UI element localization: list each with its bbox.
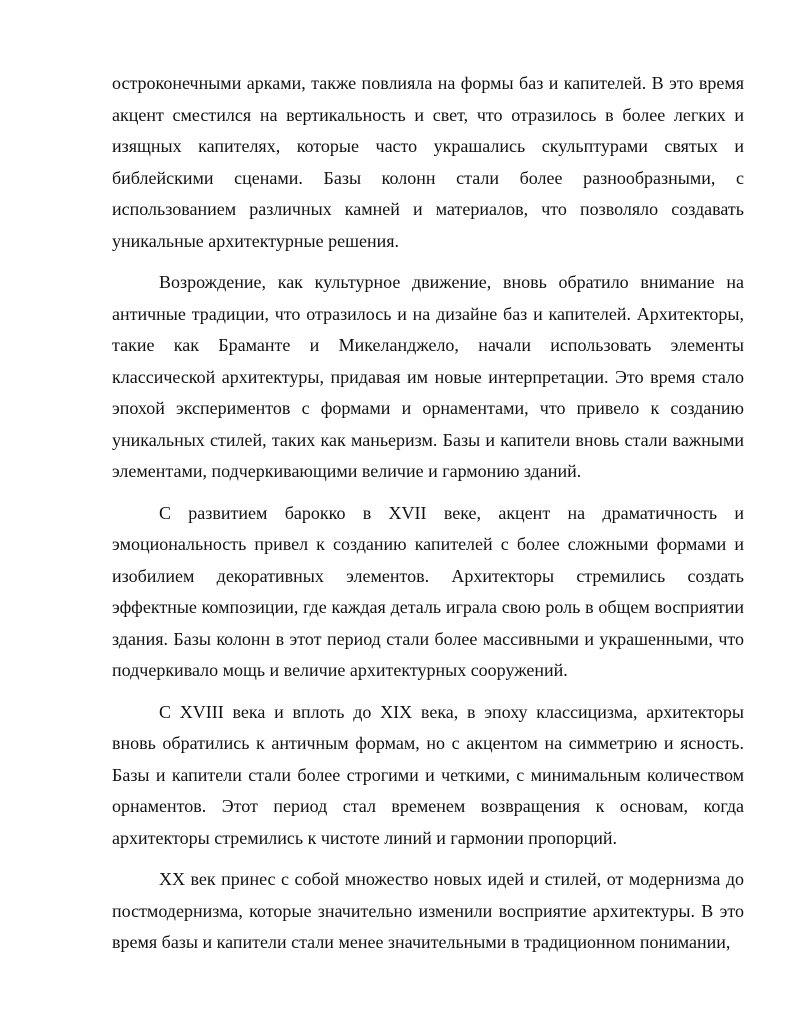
paragraph-gothic-continuation: остроконечными арками, также повлияла на формы баз и капителей. В это время акцент сместился на вертикальность и свет, что отразилось в более легких и изящных капителях, которые часто украшались скульптурами святых и библейскими сценами. Базы колонн стали более разнообразными, с использованием различных камней и материалов, что позволяло создавать уникальные архитектурные решения. [112, 73, 744, 251]
paragraph-baroque: С развитием барокко в XVII веке, акцент на драматичность и эмоциональность привел к созданию капителей с более сложными формами и изобилием декоративных элементов. Архитекторы стремились создать эффектные композиции, где каждая деталь играла свою роль в общем восприятии здания. Базы колонн в этот период стали более массивными и украшенными, что подчеркивало мощь и величие архитектурных сооружений. [112, 502, 744, 680]
paragraph-twentieth-century: XX век принес с собой множество новых идей и стилей, от модернизма до постмодернизма, которые значительно изменили восприятие архитектуры. В это время базы и капители стали менее значительными в традиционном понимании, [112, 869, 744, 952]
paragraph-renaissance: Возрождение, как культурное движение, вновь обратило внимание на античные традиции, что отразилось и на дизайне баз и капителей. Архитекторы, такие как Браманте и Микеланджело, начали использовать элементы классической архитектуры, придавая им новые интерпретации. Это время стало эпохой экспериментов с формами и орнаментами, что привело к созданию уникальных стилей, таких как маньеризм. Базы и капители вновь стали важными элементами, подчеркивающими величие и гармонию зданий. [112, 272, 744, 481]
paragraph-classicism: С XVIII века и вплоть до XIX века, в эпоху классицизма, архитекторы вновь обратились к античным формам, но с акцентом на симметрию и ясность. Базы и капители стали более строгими и четкими, с минимальным количеством орнаментов. Этот период стал временем возвращения к основам, когда архитекторы стремились к чистоте линий и гармонии пропорций. [112, 701, 744, 848]
